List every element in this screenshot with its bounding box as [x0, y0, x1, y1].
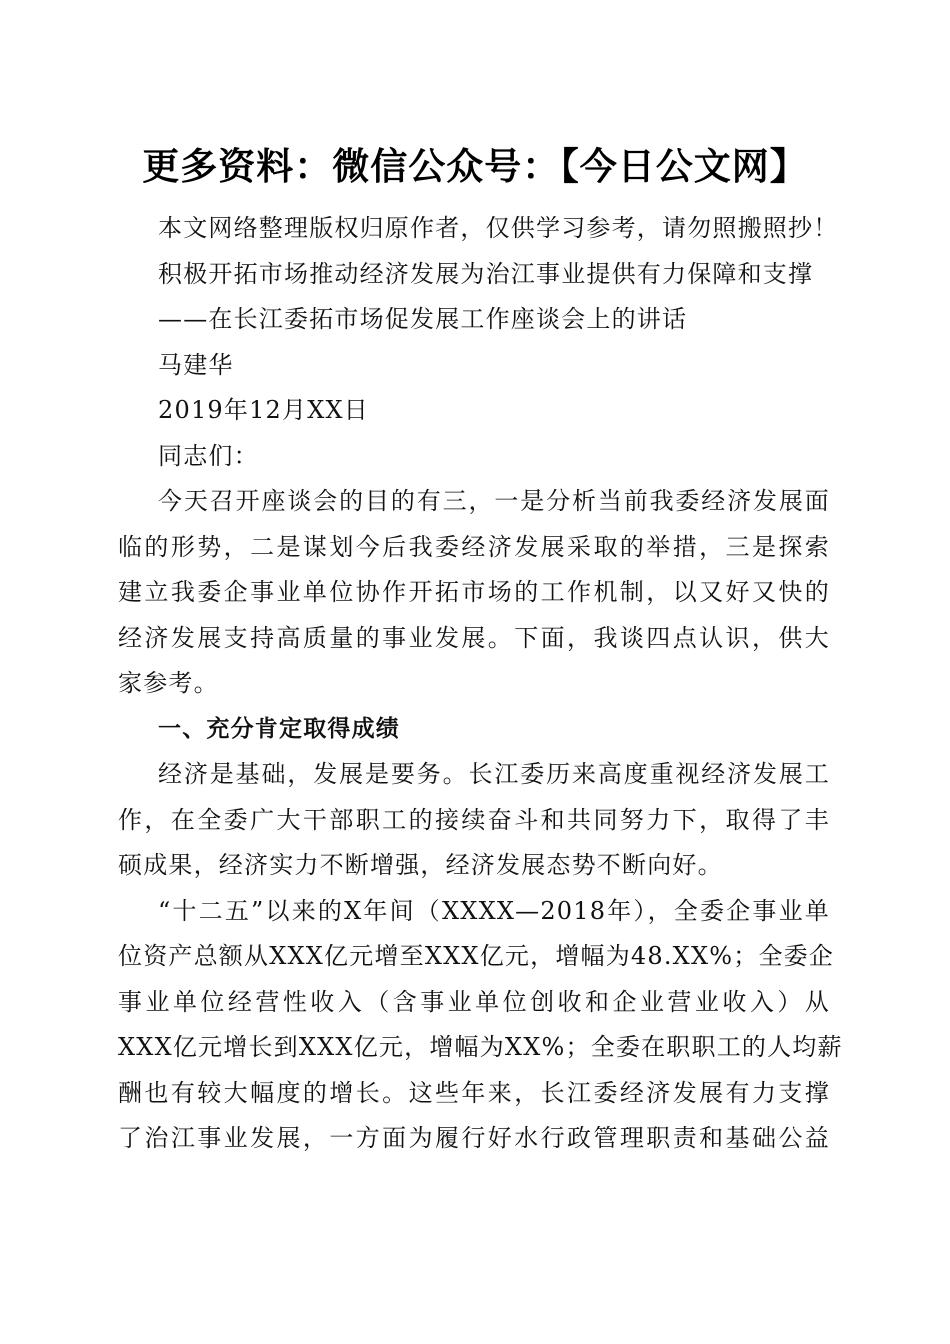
speech-subtitle: ——在长江委拓市场促发展工作座谈会上的讲话: [158, 305, 688, 333]
paragraph-line: XXX亿元增长到XXX亿元，增幅为XX%；全委在职职工的人均薪: [118, 1033, 843, 1061]
paragraph-line: “十二五”以来的X年间（XXXX—2018年），全委企事业单: [158, 896, 830, 925]
disclaimer: 本文网络整理版权归原作者，仅供学习参考，请勿照搬照抄！: [158, 214, 839, 242]
section-heading: 一、充分肯定取得成绩: [158, 715, 400, 742]
paragraph-line: 今天召开座谈会的目的有三，一是分析当前我委经济发展面: [158, 487, 830, 515]
document-body: [118, 206, 843, 1162]
author: 马建华: [158, 350, 234, 379]
paragraph-line: 建立我委企事业单位协作开拓市场的工作机制，以又好又快的: [118, 578, 830, 606]
paragraph-line: 家参考。: [118, 669, 219, 697]
paragraph-line: 经济发展支持高质量的事业发展。下面，我谈四点认识，供大: [118, 623, 830, 652]
paragraph-line: 酬也有较大幅度的增长。这些年来，长江委经济发展有力支撑: [118, 1078, 830, 1107]
paragraph-line: 了治江事业发展，一方面为履行好水行政管理职责和基础公益: [118, 1124, 830, 1152]
paragraph-line: 硕成果，经济实力不断增强，经济发展态势不断向好。: [118, 851, 723, 879]
banner-title: 更多资料：微信公众号：【今日公文网】: [142, 145, 808, 188]
paragraph-line: 临的形势，二是谋划今后我委经济发展采取的举措，三是探索: [118, 532, 830, 561]
paragraph-line: 经济是基础，发展是要务。长江委历来高度重视经济发展工: [158, 760, 830, 788]
paragraph-line: 位资产总额从XXX亿元增至XXX亿元，增幅为48.XX%；全委企: [118, 942, 835, 970]
paragraph-line: 作，在全委广大干部职工的接续奋斗和共同努力下，取得了丰: [118, 805, 830, 834]
date: 2019年12月XX日: [158, 396, 369, 424]
salutation: 同志们：: [158, 441, 259, 470]
speech-title: 积极开拓市场推动经济发展为治江事业提供有力保障和支撑: [158, 259, 814, 288]
paragraph-line: 事业单位经营性收入（含事业单位创收和企业营业收入）从: [118, 987, 830, 1016]
